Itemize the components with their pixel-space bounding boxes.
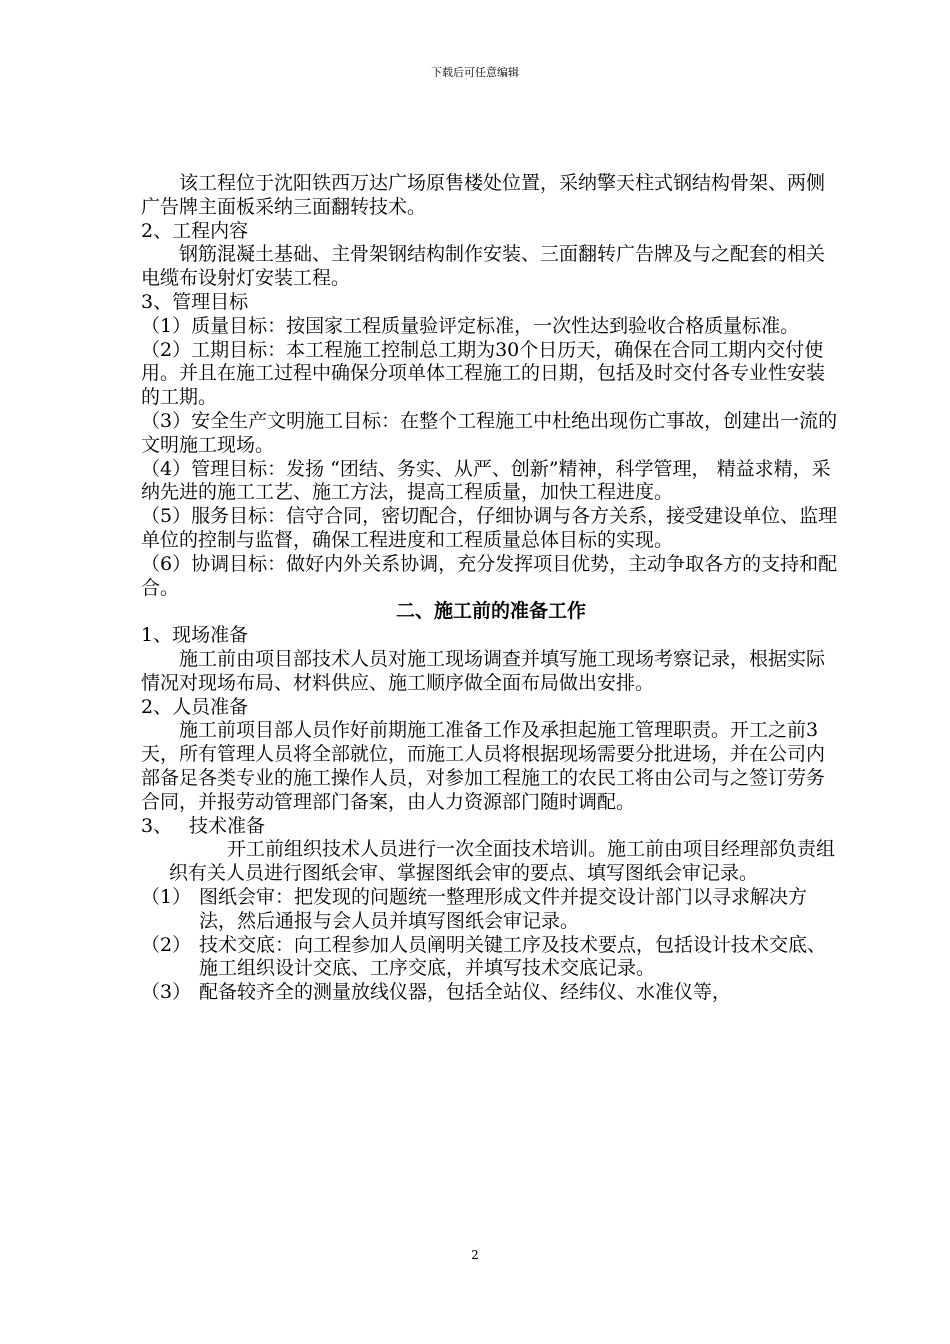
item-label: （2）: [141, 933, 192, 956]
section-heading-tech: [141, 815, 841, 839]
staff-preparation-paragraph: 施工前项目部人员作好前期施工准备工作及承担起施工管理职责。开工之前3天，所有管理人员将全部就位，而施工人员将根据现场需要分批进场，并在公司内部备足各类专业的施工操作人员，对参加工程施工的农民工将由公司与之签订劳务合同，并报劳动管理部门备案，由人力资源部门随时调配。: [141, 719, 826, 813]
document-body: [141, 172, 841, 1005]
goal-service: （5）服务目标：信守合同，密切配合，仔细协调与各方关系，接受建设单位、监理单位的控制与监督，确保工程进度和工程质量总体目标的实现。: [141, 505, 838, 551]
tech-item-instruments: [141, 981, 841, 1005]
section-title: 二、施工前的准备工作: [395, 600, 586, 623]
item-text: 图纸会审：把发现的问题统一整理形成文件并提交设计部门以寻求解决方法，然后通报与会人员并填写图纸会审记录。: [199, 885, 808, 932]
site-preparation-paragraph: 施工前由项目部技术人员对施工现场调查并填写施工现场考察记录，根据实际情况对现场布局、材料供应、施工顺序做全面布局做出安排。: [141, 647, 826, 694]
goal-coordination: （6）协调目标：做好内外关系协调，充分发挥项目优势，主动争取各方的支持和配合。: [141, 552, 838, 599]
tech-preparation-paragraph: 开工前组织技术人员进行一次全面技术培训。施工前由项目经理部负责组织有关人员进行图纸会审、掌握图纸会审的要点、填写图纸会审记录。: [169, 838, 836, 885]
goal-management: （4）管理目标：发扬 “团结、务实、从严、创新”精神，科学管理， 精益求精，采纳先进的施工工艺、施工方法，提高工程质量，加快工程进度。: [141, 457, 831, 504]
goal-schedule: （2）工期目标：本工程施工控制总工期为30个日历天，确保在合同工期内交付使用。并且在施工过程中确保分项单体工程施工的日期，包括及时交付各专业性安装的工期。: [141, 338, 826, 409]
tech-item-briefing: [141, 934, 841, 982]
tech-heading-label: 技术准备: [189, 814, 266, 837]
goal-quality: （1）质量目标：按国家工程质量验评定标准，一次性达到验收合格质量标准。: [141, 314, 800, 337]
item-label: （1）: [141, 885, 192, 908]
item-label: （3）: [141, 981, 192, 1004]
page-number: 2: [471, 1248, 479, 1262]
project-content-paragraph: 钢筋混凝土基础、主骨架钢结构制作安装、三面翻转广告牌及与之配套的相关电缆布设射灯安装工程。: [141, 243, 826, 290]
goal-safety: （3）安全生产文明施工目标：在整个工程施工中杜绝出现伤亡事故，创建出一流的文明施工现场。: [141, 409, 838, 456]
section-heading-site: 1、现场准备: [141, 624, 249, 647]
section-heading-staff: 2、人员准备: [141, 695, 249, 718]
item-text: 技术交底：向工程参加人员阐明关键工序及技术要点，包括设计技术交底、施工组织设计交底、工序交底，并填写技术交底记录。: [199, 933, 827, 980]
tech-item-drawing-review: [141, 886, 841, 934]
section-heading-content: 2、工程内容: [141, 219, 249, 242]
tech-heading-number: 3、: [141, 814, 173, 837]
item-text: 配备较齐全的测量放线仪器，包括全站仪、经纬仪、水准仪等，: [199, 981, 732, 1004]
page-header: 下载后可任意编辑: [431, 66, 519, 79]
project-location-paragraph: 该工程位于沈阳铁西万达广场原售楼处位置，采纳擎天柱式钢结构骨架、两侧广告牌主面板采纳三面翻转技术。: [141, 172, 826, 218]
section-heading-goals: 3、管理目标: [141, 290, 249, 313]
